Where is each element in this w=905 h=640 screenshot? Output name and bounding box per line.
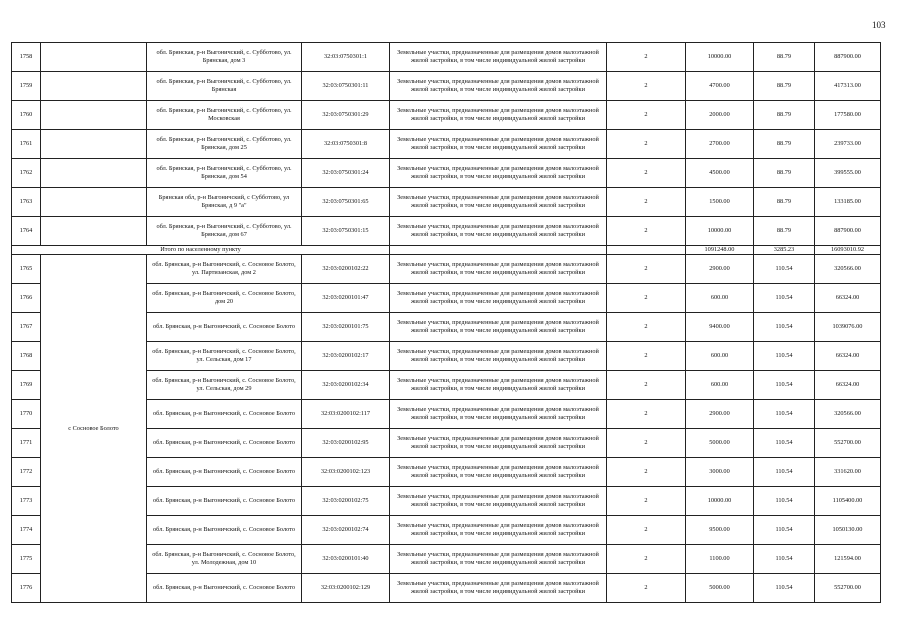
table-body-subbotovo (12, 43, 881, 246)
row-number: 1763 (12, 188, 41, 217)
total-rate: 3285.23 (754, 246, 815, 255)
address-cell: обл. Брянская, р-н Выгоничский, с. Сосновое Болото, дом 20 (147, 284, 302, 313)
value-cell: 1039076.00 (815, 313, 881, 342)
settlement-total-row (12, 246, 881, 255)
area-cell: 3000.00 (686, 458, 754, 487)
address-cell: обл. Брянская, р-н Выгоничский, с. Сосновое Болото, ул. Сельская, дом 29 (147, 371, 302, 400)
settlement-cell (41, 217, 147, 246)
cadastral-number: 32:03:0750301:29 (302, 101, 390, 130)
settlement-cell (41, 101, 147, 130)
address-cell: обл. Брянская, р-н Выгоничский, с. Сосновое Болото (147, 400, 302, 429)
settlement-cell (41, 130, 147, 159)
address-cell: обл. Брянская, р-н Выгоничский, с. Сосновое Болото (147, 429, 302, 458)
land-use-cell: Земельные участки, предназначенные для размещения домов малоэтажной жилой застройки, в том числе индивидуальной жилой застройки (390, 255, 607, 284)
category-cell: 2 (607, 101, 686, 130)
table-row (12, 101, 881, 130)
land-use-cell: Земельные участки, предназначенные для размещения домов малоэтажной жилой застройки, в том числе индивидуальной жилой застройки (390, 188, 607, 217)
value-cell: 177580.00 (815, 101, 881, 130)
cadastral-number: 32:03:0750301:1 (302, 43, 390, 72)
category-cell: 2 (607, 255, 686, 284)
cadastral-number: 32:03:0200102:22 (302, 255, 390, 284)
cadastral-number: 32:03:0750301:24 (302, 159, 390, 188)
total-value: 16093010.92 (815, 246, 881, 255)
address-cell: обл. Брянская, р-н Выгоничский, с. Сосновое Болото, ул. Молодежная, дом 10 (147, 545, 302, 574)
area-cell: 10000.00 (686, 217, 754, 246)
area-cell: 10000.00 (686, 43, 754, 72)
area-cell: 5000.00 (686, 429, 754, 458)
rate-cell: 110.54 (754, 255, 815, 284)
row-number: 1774 (12, 516, 41, 545)
cadastral-number: 32:03:0750301:15 (302, 217, 390, 246)
area-cell: 4500.00 (686, 159, 754, 188)
table-row (12, 188, 881, 217)
land-use-cell: Земельные участки, предназначенные для размещения домов малоэтажной жилой застройки, в том числе индивидуальной жилой застройки (390, 159, 607, 188)
cadastral-number: 32:03:0200101:40 (302, 545, 390, 574)
category-cell: 2 (607, 43, 686, 72)
category-cell: 2 (607, 217, 686, 246)
category-cell: 2 (607, 545, 686, 574)
total-category-cell (607, 246, 686, 255)
address-cell: обл. Брянская, р-н Выгоничский, с. Субботово, ул. Брянская, дом 67 (147, 217, 302, 246)
rate-cell: 88.79 (754, 159, 815, 188)
value-cell: 552700.00 (815, 574, 881, 603)
total-area: 1091248.00 (686, 246, 754, 255)
land-use-cell: Земельные участки, предназначенные для размещения домов малоэтажной жилой застройки, в том числе индивидуальной жилой застройки (390, 516, 607, 545)
settlement-cell (41, 72, 147, 101)
address-cell: обл. Брянская, р-н Выгоничский, с. Субботово, ул. Брянская, дом 54 (147, 159, 302, 188)
rate-cell: 110.54 (754, 458, 815, 487)
category-cell: 2 (607, 574, 686, 603)
cadastral-number: 32:03:0200101:47 (302, 284, 390, 313)
area-cell: 9400.00 (686, 313, 754, 342)
land-use-cell: Земельные участки, предназначенные для размещения домов малоэтажной жилой застройки, в том числе индивидуальной жилой застройки (390, 342, 607, 371)
land-registry-table (11, 42, 881, 603)
category-cell: 2 (607, 400, 686, 429)
land-use-cell: Земельные участки, предназначенные для размещения домов малоэтажной жилой застройки, в том числе индивидуальной жилой застройки (390, 545, 607, 574)
area-cell: 2700.00 (686, 130, 754, 159)
area-cell: 5000.00 (686, 574, 754, 603)
rate-cell: 110.54 (754, 371, 815, 400)
value-cell: 1050130.00 (815, 516, 881, 545)
area-cell: 600.00 (686, 342, 754, 371)
rate-cell: 110.54 (754, 574, 815, 603)
table-row (12, 255, 881, 284)
cadastral-number: 32:03:0200101:75 (302, 313, 390, 342)
value-cell: 320566.00 (815, 255, 881, 284)
category-cell: 2 (607, 284, 686, 313)
category-cell: 2 (607, 487, 686, 516)
row-number: 1765 (12, 255, 41, 284)
settlement-cell (41, 43, 147, 72)
table-row (12, 130, 881, 159)
page-number: 103 (872, 20, 886, 30)
land-use-cell: Земельные участки, предназначенные для размещения домов малоэтажной жилой застройки, в том числе индивидуальной жилой застройки (390, 429, 607, 458)
category-cell: 2 (607, 371, 686, 400)
rate-cell: 110.54 (754, 487, 815, 516)
value-cell: 66324.00 (815, 342, 881, 371)
land-use-cell: Земельные участки, предназначенные для размещения домов малоэтажной жилой застройки, в том числе индивидуальной жилой застройки (390, 487, 607, 516)
value-cell: 331620.00 (815, 458, 881, 487)
rate-cell: 88.79 (754, 72, 815, 101)
cadastral-number: 32:03:0750301:8 (302, 130, 390, 159)
rate-cell: 110.54 (754, 400, 815, 429)
row-number: 1773 (12, 487, 41, 516)
cadastral-number: 32:03:0750301:65 (302, 188, 390, 217)
land-use-cell: Земельные участки, предназначенные для размещения домов малоэтажной жилой застройки, в том числе индивидуальной жилой застройки (390, 458, 607, 487)
rate-cell: 110.54 (754, 313, 815, 342)
land-use-cell: Земельные участки, предназначенные для размещения домов малоэтажной жилой застройки, в том числе индивидуальной жилой застройки (390, 130, 607, 159)
total-use-cell (390, 246, 607, 255)
land-use-cell: Земельные участки, предназначенные для размещения домов малоэтажной жилой застройки, в том числе индивидуальной жилой застройки (390, 371, 607, 400)
value-cell: 1105400.00 (815, 487, 881, 516)
row-number: 1768 (12, 342, 41, 371)
value-cell: 121594.00 (815, 545, 881, 574)
cadastral-number: 32:03:0200102:95 (302, 429, 390, 458)
value-cell: 66324.00 (815, 371, 881, 400)
cadastral-number: 32:03:0750301:11 (302, 72, 390, 101)
cadastral-number: 32:03:0200102:117 (302, 400, 390, 429)
value-cell: 66324.00 (815, 284, 881, 313)
category-cell: 2 (607, 342, 686, 371)
address-cell: обл. Брянская, р-н Выгоничский, с. Сосновое Болото (147, 516, 302, 545)
rate-cell: 110.54 (754, 516, 815, 545)
value-cell: 417313.00 (815, 72, 881, 101)
land-use-cell: Земельные участки, предназначенные для размещения домов малоэтажной жилой застройки, в том числе индивидуальной жилой застройки (390, 284, 607, 313)
rate-cell: 110.54 (754, 284, 815, 313)
rate-cell: 88.79 (754, 188, 815, 217)
rate-cell: 110.54 (754, 429, 815, 458)
land-use-cell: Земельные участки, предназначенные для размещения домов малоэтажной жилой застройки, в том числе индивидуальной жилой застройки (390, 313, 607, 342)
area-cell: 10000.00 (686, 487, 754, 516)
category-cell: 2 (607, 516, 686, 545)
row-number: 1775 (12, 545, 41, 574)
rate-cell: 110.54 (754, 545, 815, 574)
rate-cell: 88.79 (754, 43, 815, 72)
address-cell: обл. Брянская, р-н Выгоничский, с. Сосновое Болото (147, 574, 302, 603)
value-cell: 552700.00 (815, 429, 881, 458)
rate-cell: 88.79 (754, 217, 815, 246)
cadastral-number: 32:03:0200102:34 (302, 371, 390, 400)
table-body-sosnovoe-boloto (12, 255, 881, 603)
row-number: 1762 (12, 159, 41, 188)
row-number: 1767 (12, 313, 41, 342)
area-cell: 2900.00 (686, 400, 754, 429)
category-cell: 2 (607, 188, 686, 217)
settlement-name: с Сосновое Болото (41, 255, 147, 603)
settlement-total-section (12, 246, 881, 255)
category-cell: 2 (607, 429, 686, 458)
address-cell: обл. Брянская, р-н Выгоничский, с. Сосновое Болото (147, 487, 302, 516)
table-row (12, 159, 881, 188)
land-use-cell: Земельные участки, предназначенные для размещения домов малоэтажной жилой застройки, в том числе индивидуальной жилой застройки (390, 400, 607, 429)
area-cell: 600.00 (686, 371, 754, 400)
cadastral-number: 32:03:0200102:17 (302, 342, 390, 371)
area-cell: 2000.00 (686, 101, 754, 130)
rate-cell: 110.54 (754, 342, 815, 371)
row-number: 1771 (12, 429, 41, 458)
settlement-cell (41, 159, 147, 188)
category-cell: 2 (607, 313, 686, 342)
area-cell: 4700.00 (686, 72, 754, 101)
address-cell: обл. Брянская, р-н Выгоничский, с. Субботово, ул. Брянская, дом 3 (147, 43, 302, 72)
value-cell: 320566.00 (815, 400, 881, 429)
total-label: Итого по населенному пункту (12, 246, 390, 255)
table-row (12, 43, 881, 72)
value-cell: 133185.00 (815, 188, 881, 217)
land-use-cell: Земельные участки, предназначенные для размещения домов малоэтажной жилой застройки, в том числе индивидуальной жилой застройки (390, 72, 607, 101)
value-cell: 239733.00 (815, 130, 881, 159)
address-cell: обл. Брянская, р-н Выгоничский, с. Сосновое Болото, ул. Партизанская, дом 2 (147, 255, 302, 284)
cadastral-number: 32:03:0200102:74 (302, 516, 390, 545)
value-cell: 887900.00 (815, 43, 881, 72)
area-cell: 1100.00 (686, 545, 754, 574)
category-cell: 2 (607, 458, 686, 487)
land-use-cell: Земельные участки, предназначенные для размещения домов малоэтажной жилой застройки, в том числе индивидуальной жилой застройки (390, 574, 607, 603)
rate-cell: 88.79 (754, 101, 815, 130)
category-cell: 2 (607, 130, 686, 159)
table-row (12, 217, 881, 246)
cadastral-number: 32:03:0200102:129 (302, 574, 390, 603)
address-cell: обл. Брянская, р-н Выгоничский, с. Сосновое Болото (147, 458, 302, 487)
area-cell: 600.00 (686, 284, 754, 313)
address-cell: Брянская обл, р-н Выгоничский, с Субботово, ул Брянская, д 9 "а" (147, 188, 302, 217)
row-number: 1764 (12, 217, 41, 246)
row-number: 1759 (12, 72, 41, 101)
address-cell: обл. Брянская, р-н Выгоничский, с. Субботово, ул. Московская (147, 101, 302, 130)
cadastral-number: 32:03:0200102:75 (302, 487, 390, 516)
category-cell: 2 (607, 159, 686, 188)
value-cell: 399555.00 (815, 159, 881, 188)
row-number: 1772 (12, 458, 41, 487)
address-cell: обл. Брянская, р-н Выгоничский, с. Сосновое Болото (147, 313, 302, 342)
row-number: 1766 (12, 284, 41, 313)
row-number: 1770 (12, 400, 41, 429)
rate-cell: 88.79 (754, 130, 815, 159)
settlement-cell (41, 188, 147, 217)
land-use-cell: Земельные участки, предназначенные для размещения домов малоэтажной жилой застройки, в том числе индивидуальной жилой застройки (390, 101, 607, 130)
area-cell: 1500.00 (686, 188, 754, 217)
address-cell: обл. Брянская, р-н Выгоничский, с. Субботово, ул. Брянская (147, 72, 302, 101)
row-number: 1761 (12, 130, 41, 159)
address-cell: обл. Брянская, р-н Выгоничский, с. Субботово, ул. Брянская, дом 25 (147, 130, 302, 159)
value-cell: 887900.00 (815, 217, 881, 246)
area-cell: 9500.00 (686, 516, 754, 545)
land-use-cell: Земельные участки, предназначенные для размещения домов малоэтажной жилой застройки, в том числе индивидуальной жилой застройки (390, 43, 607, 72)
row-number: 1776 (12, 574, 41, 603)
area-cell: 2900.00 (686, 255, 754, 284)
land-use-cell: Земельные участки, предназначенные для размещения домов малоэтажной жилой застройки, в том числе индивидуальной жилой застройки (390, 217, 607, 246)
row-number: 1769 (12, 371, 41, 400)
category-cell: 2 (607, 72, 686, 101)
table-row (12, 72, 881, 101)
address-cell: обл. Брянская, р-н Выгоничский, с. Сосновое Болото, ул. Сельская, дом 17 (147, 342, 302, 371)
row-number: 1758 (12, 43, 41, 72)
cadastral-number: 32:03:0200102:123 (302, 458, 390, 487)
row-number: 1760 (12, 101, 41, 130)
